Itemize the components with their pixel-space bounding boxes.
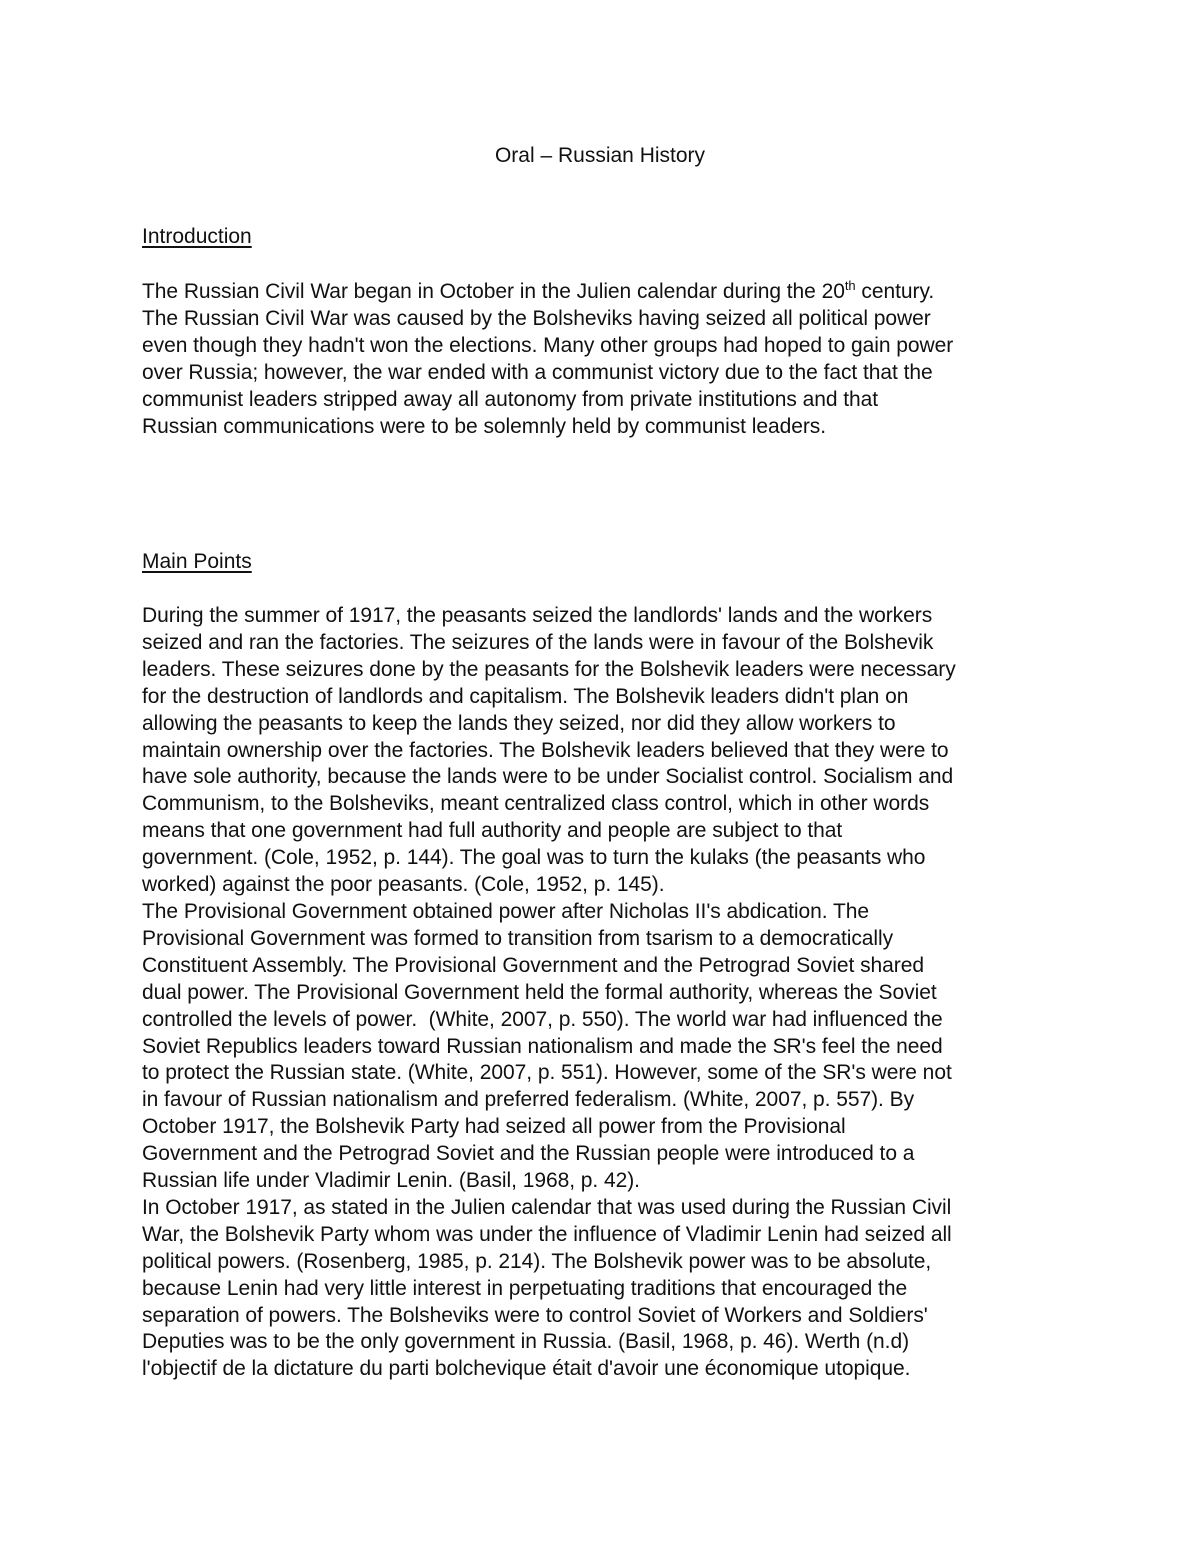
main-points-line: for the destruction of landlords and capitalism. The Bolshevik leaders didn't plan on (142, 684, 909, 708)
main-points-line: In October 1917, as stated in the Julien calendar that was used during the Russian Civil (142, 1195, 952, 1219)
ordinal-superscript: th (844, 278, 856, 293)
main-points-line: because Lenin had very little interest in perpetuating traditions that encouraged the (142, 1276, 908, 1300)
document-title: Oral – Russian History (494, 144, 706, 167)
main-points-line: seized and ran the factories. The seizures of the lands were in favour of the Bolshevik (142, 630, 934, 654)
introduction-line: communist leaders stripped away all autonomy from private institutions and that (142, 387, 879, 411)
main-points-line: government. (Cole, 1952, p. 144). The goal was to turn the kulaks (the peasants who (142, 846, 926, 870)
main-points-heading: Main Points (142, 550, 252, 573)
main-points-line: dual power. The Provisional Government held the formal authority, whereas the Soviet (142, 980, 937, 1004)
main-points-line: worked) against the poor peasants. (Cole, 1952, p. 145). (142, 873, 665, 897)
introduction-heading: Introduction (142, 225, 252, 248)
main-points-line: Russian life under Vladimir Lenin. (Basil, 1968, p. 42). (142, 1169, 640, 1193)
introduction-line: over Russia; however, the war ended with a communist victory due to the fact that the (142, 360, 933, 384)
main-points-line: Soviet Republics leaders toward Russian nationalism and made the SR's feel the need (142, 1034, 943, 1058)
main-points-line: maintain ownership over the factories. The Bolshevik leaders believed that they were to (142, 738, 949, 762)
main-points-line: separation of powers. The Bolsheviks were to control Soviet of Workers and Soldiers' (142, 1303, 928, 1327)
main-points-line: leaders. These seizures done by the peasants for the Bolshevik leaders were necessary (142, 657, 956, 681)
main-points-line: political powers. (Rosenberg, 1985, p. 214). The Bolshevik power was to be absolute, (142, 1249, 932, 1273)
main-points-line: have sole authority, because the lands were to be under Socialist control. Socialism and (142, 765, 954, 789)
main-points-line: means that one government had full authority and people are subject to that (142, 819, 843, 843)
main-points-line: Government and the Petrograd Soviet and the Russian people were introduced to a (142, 1142, 915, 1166)
introduction-line (142, 279, 1072, 306)
introduction-line: even though they hadn't won the elections. Many other groups had hoped to gain power (142, 333, 954, 357)
introduction-line: The Russian Civil War was caused by the Bolsheviks having seized all political power (142, 306, 931, 330)
main-points-line: in favour of Russian nationalism and preferred federalism. (White, 2007, p. 557). By (142, 1088, 915, 1112)
main-points-line: The Provisional Government obtained power after Nicholas II's abdication. The (142, 899, 869, 923)
main-points-paragraphs (142, 603, 1072, 1383)
introduction-line-text: The Russian Civil War began in October in the Julien calendar during the 20 (142, 280, 845, 303)
main-points-line: controlled the levels of power. (White, 2007, p. 550). The world war had influenced the (142, 1007, 943, 1031)
main-points-line: to protect the Russian state. (White, 2007, p. 551). However, some of the SR's were not (142, 1061, 952, 1085)
main-points-line: Provisional Government was formed to transition from tsarism to a democratically (142, 926, 894, 950)
main-points-line: War, the Bolshevik Party whom was under the influence of Vladimir Lenin had seized all (142, 1222, 952, 1246)
main-points-line: Deputies was to be the only government in Russia. (Basil, 1968, p. 46). Werth (n.d) (142, 1330, 910, 1354)
introduction-paragraph (142, 279, 1072, 440)
introduction-line: Russian communications were to be solemnly held by communist leaders. (142, 414, 827, 438)
main-points-line: October 1917, the Bolshevik Party had seized all power from the Provisional (142, 1115, 846, 1139)
introduction-line-text: century. (855, 280, 935, 303)
main-points-line: allowing the peasants to keep the lands they seized, nor did they allow workers to (142, 711, 896, 735)
main-points-line: Communism, to the Bolsheviks, meant centralized class control, which in other words (142, 792, 930, 816)
main-points-line: Constituent Assembly. The Provisional Government and the Petrograd Soviet shared (142, 953, 924, 977)
main-points-line: During the summer of 1917, the peasants seized the landlords' lands and the workers (142, 604, 933, 627)
main-points-line: l'objectif de la dictature du parti bolchevique était d'avoir une économique utopique. (142, 1357, 911, 1381)
